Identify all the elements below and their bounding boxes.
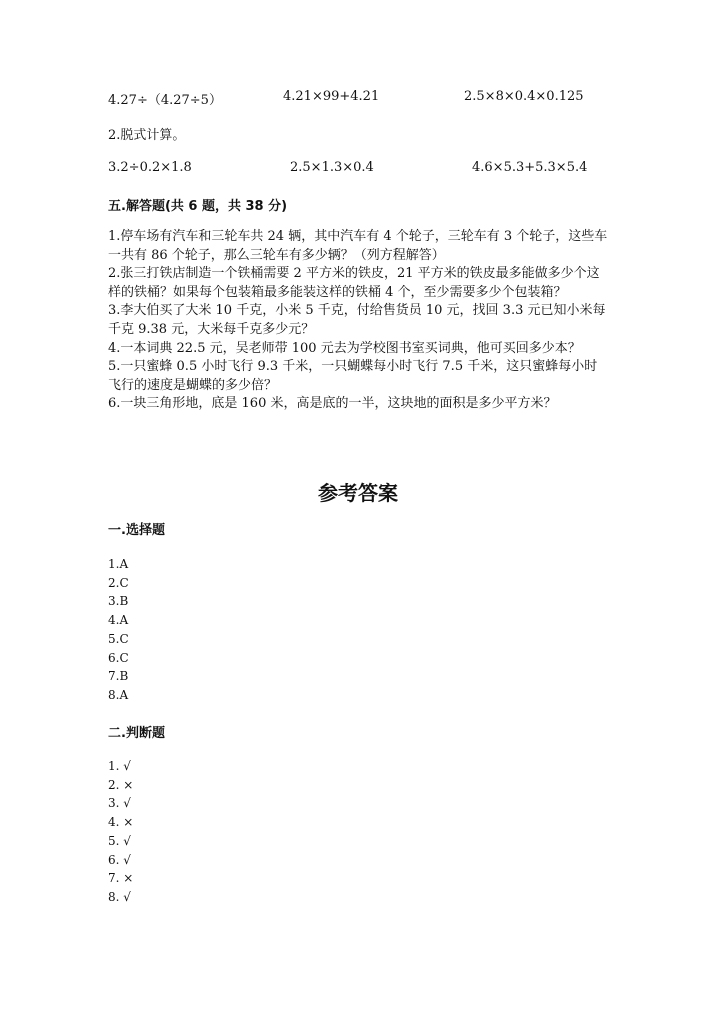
problem-item: 2.张三打铁店制造一个铁桶需要 2 平方米的铁皮，21 平方米的铁皮最多能做多少个这样的铁桶？如果每个包装箱最多能装这样的铁桶 4 个，至少需要多少个包装箱？ xyxy=(108,266,600,300)
answer-item: 8.A xyxy=(108,687,129,702)
answer-item: 2.C xyxy=(108,575,129,590)
problem-item: 3.李大伯买了大米 10 千克，小米 5 千克，付给售货员 10 元，找回 3.3 元已知小米每千克 9.38 元，大米每千克多少元？ xyxy=(108,303,606,337)
section-heading: 二.判断题 xyxy=(108,726,165,741)
answer-item: 1. √ xyxy=(108,759,131,773)
answer-item: 6.C xyxy=(108,650,129,665)
calc-row-2 xyxy=(108,160,608,180)
answer-list-choice xyxy=(108,555,129,705)
answer-item: 6. √ xyxy=(108,852,131,867)
section-heading: 五.解答题(共 6 题，共 38 分) xyxy=(108,199,288,214)
answer-item: 7. × xyxy=(108,871,134,886)
calc-expr: 4.27÷（4.27÷5） xyxy=(108,93,222,108)
answer-item: 5. √ xyxy=(108,833,131,848)
calc-expr: 2.5×8×0.4×0.125 xyxy=(464,89,584,104)
answer-item: 5.C xyxy=(108,631,129,646)
subsection-heading: 2.脱式计算。 xyxy=(108,128,186,143)
answer-item: 4. × xyxy=(108,815,134,830)
problem-list xyxy=(108,228,608,414)
calc-expr: 4.6×5.3+5.3×5.4 xyxy=(472,160,588,175)
calc-expr: 2.5×1.3×0.4 xyxy=(290,160,374,175)
problem-item: 1.停车场有汽车和三轮车共 24 辆，其中汽车有 4 个轮子，三轮车有 3 个轮子，这些车一共有 86 个轮子，那么三轮车有多少辆？（列方程解答） xyxy=(108,229,608,263)
answer-item: 3. √ xyxy=(108,796,131,811)
answer-item: 3.B xyxy=(108,594,129,609)
section-heading: 一.选择题 xyxy=(108,523,165,538)
calc-expr: 3.2÷0.2×1.8 xyxy=(108,160,192,175)
answer-item: 4.A xyxy=(108,613,129,628)
answers-title: 参考答案 xyxy=(318,481,398,505)
calc-expr: 4.21×99+4.21 xyxy=(283,89,380,104)
calc-row-1 xyxy=(108,89,608,109)
answer-item: 8. √ xyxy=(108,889,131,904)
problem-item: 6.一块三角形地，底是 160 米，高是底的一半，这块地的面积是多少平方米？ xyxy=(108,396,557,412)
answer-list-judge xyxy=(108,757,133,907)
answer-item: 1.A xyxy=(108,557,129,571)
answer-item: 2. × xyxy=(108,777,134,792)
problem-item: 4.一本词典 22.5 元，吴老师带 100 元去为学校图书室买词典，他可买回多少本？ xyxy=(108,340,581,356)
problem-item: 5.一只蜜蜂 0.5 小时飞行 9.3 千米，一只蝴蝶每小时飞行 7.5 千米，这只蜜蜂每小时飞行的速度是蝴蝶的多少倍？ xyxy=(108,359,598,393)
answer-item: 7.B xyxy=(108,669,129,684)
